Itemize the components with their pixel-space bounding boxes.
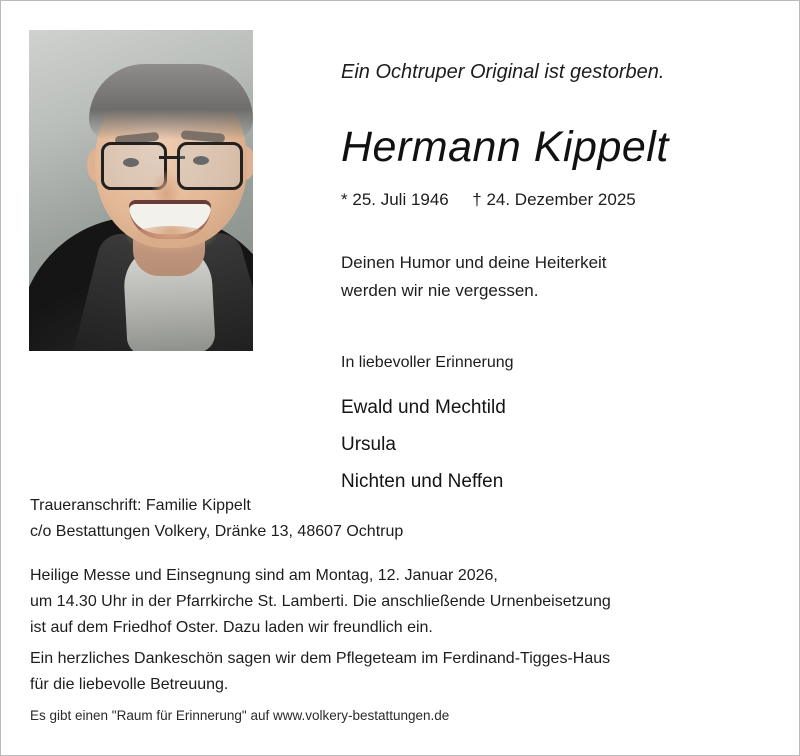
thanks-note (30, 646, 610, 698)
death-symbol: † (472, 190, 482, 209)
thanks-line-2: für die liebevolle Betreuung. (30, 675, 229, 693)
portrait-image (29, 30, 253, 351)
service-details (30, 563, 611, 641)
deceased-name: Hermann Kippelt (341, 123, 669, 171)
verse-line-1: Deinen Humor und deine Heiterkeit (341, 253, 607, 272)
footer-note: Es gibt einen "Raum für Erinnerung" auf www.volkery-bestattungen.de (30, 708, 450, 723)
memory-label: In liebevoller Erinnerung (341, 354, 514, 371)
birth-symbol: * (341, 190, 348, 209)
memorial-verse (341, 249, 607, 304)
service-line-1: Heilige Messe und Einsegnung sind am Montag, 12. Januar 2026, (30, 567, 498, 584)
mourner-item: Ursula (341, 434, 396, 456)
chin-shape (125, 226, 217, 254)
glasses-lens-right (177, 142, 243, 190)
service-line-2: um 14.30 Uhr in der Pfarrkirche St. Lamberti. Die anschließende Urnenbeisetzung (30, 592, 611, 610)
life-dates (341, 190, 636, 210)
verse-line-2: werden wir nie vergessen. (341, 280, 539, 300)
mourning-address (30, 493, 403, 545)
address-line-2: c/o Bestattungen Volkery, Dränke 13, 48607 Ochtrup (30, 522, 404, 540)
lead-line: Ein Ochtruper Original ist gestorben. (341, 61, 665, 83)
service-line-3: ist auf dem Friedhof Oster. Dazu laden wir freundlich ein. (30, 618, 433, 636)
thanks-line-1: Ein herzliches Dankeschön sagen wir dem Pflegeteam im Ferdinand-Tigges-Haus (30, 650, 611, 667)
death-date: 24. Dezember 2025 (486, 190, 636, 209)
portrait-photo (29, 30, 253, 351)
mourners-list (341, 389, 506, 500)
mourner-item: Nichten und Neffen (341, 471, 504, 493)
nose-shape (151, 170, 181, 204)
birth-date: 25. Juli 1946 (352, 190, 449, 209)
address-line-1: Traueranschrift: Familie Kippelt (30, 497, 251, 514)
hair-shape (89, 64, 253, 140)
mourner-item: Ewald und Mechtild (341, 397, 506, 418)
